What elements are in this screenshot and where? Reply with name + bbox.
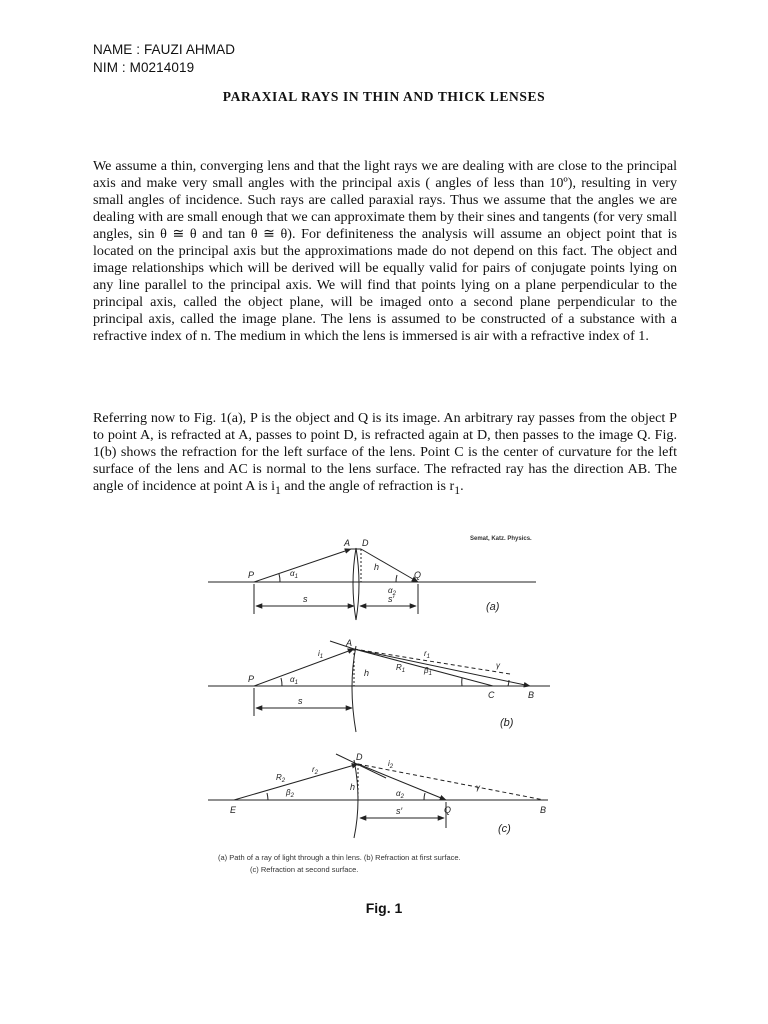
incident-ray [254, 549, 351, 582]
r1-label: $r_1$ [424, 649, 431, 660]
point-C-label: C [488, 690, 495, 700]
lens-right-surface [354, 760, 358, 838]
i1-label: $i_1$ [318, 649, 324, 660]
R2-label: $R_2$ [276, 773, 286, 784]
point-D-label: D [356, 752, 363, 762]
alpha2-arc [396, 575, 397, 582]
paragraph-text: . [460, 478, 464, 494]
panel-a-label: (a) [486, 601, 500, 613]
point-Q-label: Q [414, 570, 422, 580]
panel-c-label: (c) [498, 823, 511, 835]
paragraph-text: Referring now to Fig. 1(a), P is the object and Q is its image. An arbitrary ray passes from the object P to point A, is refracted at A, passes to point D, is refracted again at D, then passes to the image Q. Fig. 1(b) shows the refraction for the left surface of the lens. Point C is the center of curvature for the left surface of the lens and AC is normal to the lens surface. The refracted ray has the direction AB. The angle of incidence at point A is i [93, 410, 677, 494]
point-P-label: P [248, 570, 255, 580]
panel-c [208, 754, 548, 838]
subscript: 1 [454, 483, 461, 497]
alpha2-label: $\alpha_2$ [388, 586, 396, 597]
alpha1-arc [279, 574, 280, 582]
figure-label: Fig. 1 [365, 900, 403, 916]
gamma-label: γ [496, 661, 500, 670]
gamma-label: γ [476, 783, 480, 792]
author-name: NAME : FAUZI AHMAD [93, 42, 236, 57]
point-D-label: D [362, 538, 369, 548]
figure-caption-line1: (a) Path of a ray of light through a thin lens. (b) Refraction at first surface. [218, 853, 461, 862]
dashed-extension [358, 764, 544, 800]
point-A-label: A [344, 538, 351, 548]
paragraph-text: and the angle of refraction is r [280, 478, 455, 494]
panel-b-label: (b) [500, 717, 514, 729]
s-prime-label: s′ [388, 594, 395, 604]
alpha1-arc [281, 678, 282, 686]
panel-b [208, 641, 550, 732]
height-h-label: h [374, 562, 380, 572]
lens-right-surface [356, 548, 359, 620]
s-label: s [303, 594, 308, 604]
point-Q-label: Q [444, 805, 452, 815]
alpha1-label: $\alpha_1$ [290, 569, 298, 580]
subscript: 1 [275, 483, 281, 497]
document-title: PARAXIAL RAYS IN THIN AND THICK LENSES [222, 89, 546, 104]
point-E-label: E [230, 805, 237, 815]
incident-ray [254, 649, 354, 686]
i2-label: $i_2$ [388, 759, 394, 770]
ray-from-E [234, 764, 358, 800]
beta2-label: $\beta_2$ [286, 788, 294, 799]
point-P-label: P [248, 674, 255, 684]
figure-credit: Semat, Katz. Physics. [470, 536, 532, 542]
point-B-label: B [540, 805, 547, 815]
s-prime-label: s′ [396, 806, 403, 816]
R1-label: $R_1$ [396, 663, 406, 674]
refracted-ray-AB [354, 649, 530, 686]
student-id: NIM : M0214019 [93, 60, 195, 75]
beta2-arc [267, 793, 268, 800]
lens-ray-diagram [200, 528, 570, 878]
alpha1-label: $\alpha_1$ [290, 675, 298, 686]
lens-left-surface [353, 548, 356, 620]
height-h-label: h [350, 782, 356, 792]
paragraph-paraxial-assumptions: We assume a thin, converging lens and that the light rays we are dealing with are close to the principal axis and make very small angles with the principal axis ( angles of less than 10º), resulting in very small angles of incidence. Such rays are called paraxial rays. Thus we assume that the angles we are dealing with are small enough that we can approximate them by their sines and tangents (for very small angles, sin θ ≅ θ and tan θ ≅ θ). For definiteness the analysis will assume an object point that is located on the principal axis but the approximations made do not depend on this fact. The object and image relationships which will be derived will be equally valid for pairs of conjugate points lying on any line parallel to the principal axis. We will find that points lying on a plane perpendicular to the principal axis, called the object plane, will be imaged onto a second plane perpendicular to the principal axis, called the image plane. The lens is assumed to be constructed of a substance with a refractive index of n. The medium in which the lens is immersed is air with a refractive index of 1. [93, 158, 677, 344]
figure-lens-diagram [200, 528, 570, 883]
paragraph-figure-description [93, 410, 677, 499]
point-A-label: A [346, 638, 353, 648]
s-label: s [298, 696, 303, 706]
figure-caption-line2: (c) Refraction at second surface. [250, 865, 359, 874]
alpha2-arc [424, 793, 425, 800]
r2-label: $r_2$ [312, 765, 319, 776]
alpha2-label: $\alpha_2$ [396, 789, 404, 800]
emergent-ray [361, 549, 418, 582]
point-B-label: B [528, 690, 535, 700]
height-h-label: h [364, 668, 370, 678]
beta1-label: $\beta_1$ [424, 666, 432, 677]
